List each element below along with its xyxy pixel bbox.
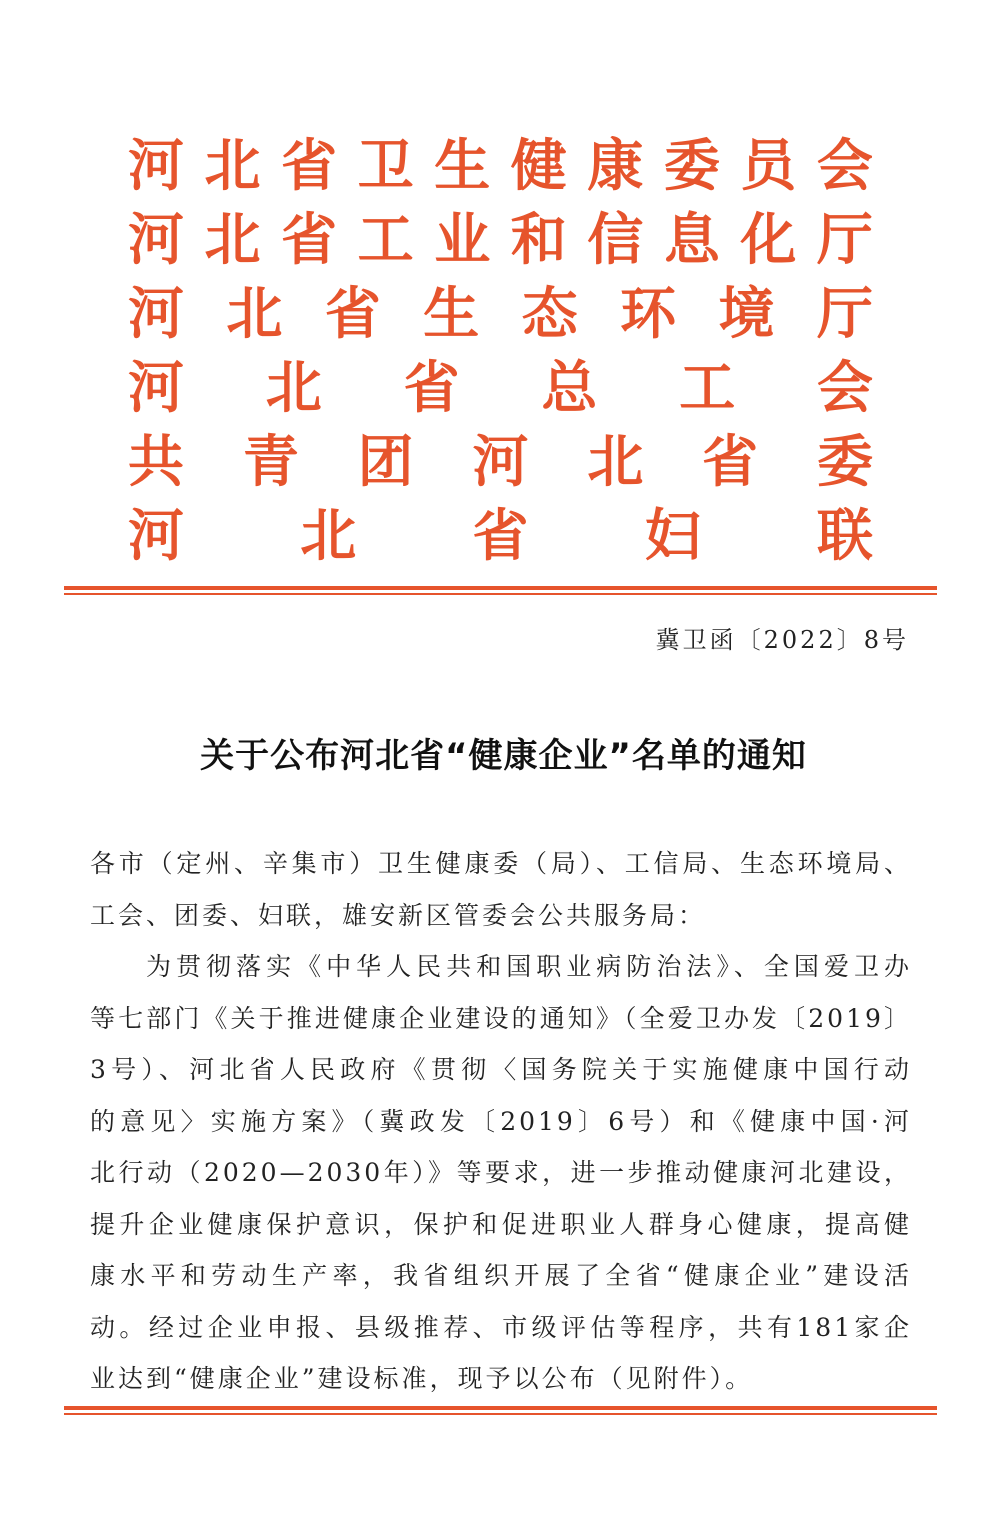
org-char: 信 <box>587 208 644 273</box>
body-line: 的意见〉实施方案》（冀政发〔2019〕6号）和《健康中国·河 <box>90 1106 912 1136</box>
org-char: 省 <box>702 430 759 495</box>
org-char: 省 <box>324 282 381 347</box>
org-char: 共 <box>128 430 184 495</box>
org-row <box>128 278 873 352</box>
org-char: 息 <box>663 208 720 273</box>
org-char: 厅 <box>816 282 873 347</box>
org-char: 委 <box>816 430 873 495</box>
org-char: 态 <box>521 282 578 347</box>
org-char: 生 <box>423 282 480 347</box>
org-char: 妇 <box>644 504 701 569</box>
body-line: 北行动（2020—2030年）》等要求，进一步推动健康河北建设， <box>90 1158 912 1187</box>
org-char: 工 <box>679 356 736 421</box>
org-char: 河 <box>128 282 184 347</box>
org-row <box>128 352 873 426</box>
org-char: 业 <box>434 208 491 273</box>
divider-thick-line <box>64 586 937 590</box>
document-title: 关于公布河北省“健康企业”名单的通知 <box>200 736 807 776</box>
org-char: 北 <box>265 356 322 421</box>
footer-divider <box>64 1406 937 1417</box>
body-line: 为贯彻落实《中华人民共和国职业病防治法》、全国爱卫办 <box>146 952 912 981</box>
body-line: 3号）、河北省人民政府《贯彻〈国务院关于实施健康中国行动 <box>90 1055 912 1084</box>
org-char: 联 <box>817 504 873 569</box>
divider-thin-line <box>64 1413 937 1415</box>
org-char: 省 <box>472 504 529 569</box>
org-char: 环 <box>620 282 677 347</box>
org-char: 北 <box>204 134 261 199</box>
org-row <box>128 500 873 574</box>
org-row <box>128 204 873 278</box>
org-char: 省 <box>281 134 338 199</box>
org-char: 和 <box>510 208 567 273</box>
issuing-organizations <box>128 130 873 574</box>
org-char: 省 <box>281 208 338 273</box>
org-char: 省 <box>403 356 460 421</box>
org-char: 会 <box>816 134 873 199</box>
org-char: 河 <box>128 356 184 421</box>
org-char: 生 <box>434 134 491 199</box>
org-char: 康 <box>587 134 644 199</box>
body-line: 动。经过企业申报、县级推荐、市级评估等程序，共有181家企 <box>90 1312 912 1342</box>
body-line: 等七部门《关于推进健康企业建设的通知》（全爱卫办发〔2019〕 <box>90 1003 912 1033</box>
org-char: 健 <box>510 134 567 199</box>
org-char: 工 <box>357 208 414 273</box>
org-char: 总 <box>541 356 598 421</box>
org-char: 北 <box>226 282 283 347</box>
org-char: 团 <box>357 430 414 495</box>
org-char: 北 <box>204 208 261 273</box>
org-char: 卫 <box>357 134 414 199</box>
body-line: 提升企业健康保护意识，保护和促进职业人群身心健康，提高健 <box>90 1209 912 1239</box>
org-char: 青 <box>242 430 299 495</box>
org-row <box>128 426 873 500</box>
org-char: 河 <box>128 134 184 199</box>
document-body <box>90 838 912 1405</box>
org-char: 境 <box>718 282 775 347</box>
header-divider <box>64 586 937 597</box>
org-char: 委 <box>663 134 720 199</box>
org-char: 北 <box>587 430 644 495</box>
org-char: 员 <box>740 134 797 199</box>
body-line: 康水平和劳动生产率，我省组织开展了全省“健康企业”建设活 <box>90 1261 912 1290</box>
divider-thick-line <box>64 1406 937 1410</box>
org-char: 河 <box>472 430 529 495</box>
document-number: 冀卫函〔2022〕8号 <box>655 626 909 654</box>
divider-thin-line <box>64 593 937 595</box>
body-line: 各市（定州、辛集市）卫生健康委（局）、工信局、生态环境局、 <box>90 849 912 878</box>
org-char: 河 <box>128 504 184 569</box>
org-row <box>128 130 873 204</box>
org-char: 会 <box>816 356 873 421</box>
org-char: 河 <box>128 208 184 273</box>
org-char: 厅 <box>816 208 873 273</box>
org-char: 化 <box>740 208 797 273</box>
body-line: 工会、团委、妇联，雄安新区管委会公共服务局： <box>90 900 707 930</box>
body-line: 业达到“健康企业”建设标准，现予以公布（见附件）。 <box>90 1364 754 1393</box>
org-char: 北 <box>300 504 357 569</box>
